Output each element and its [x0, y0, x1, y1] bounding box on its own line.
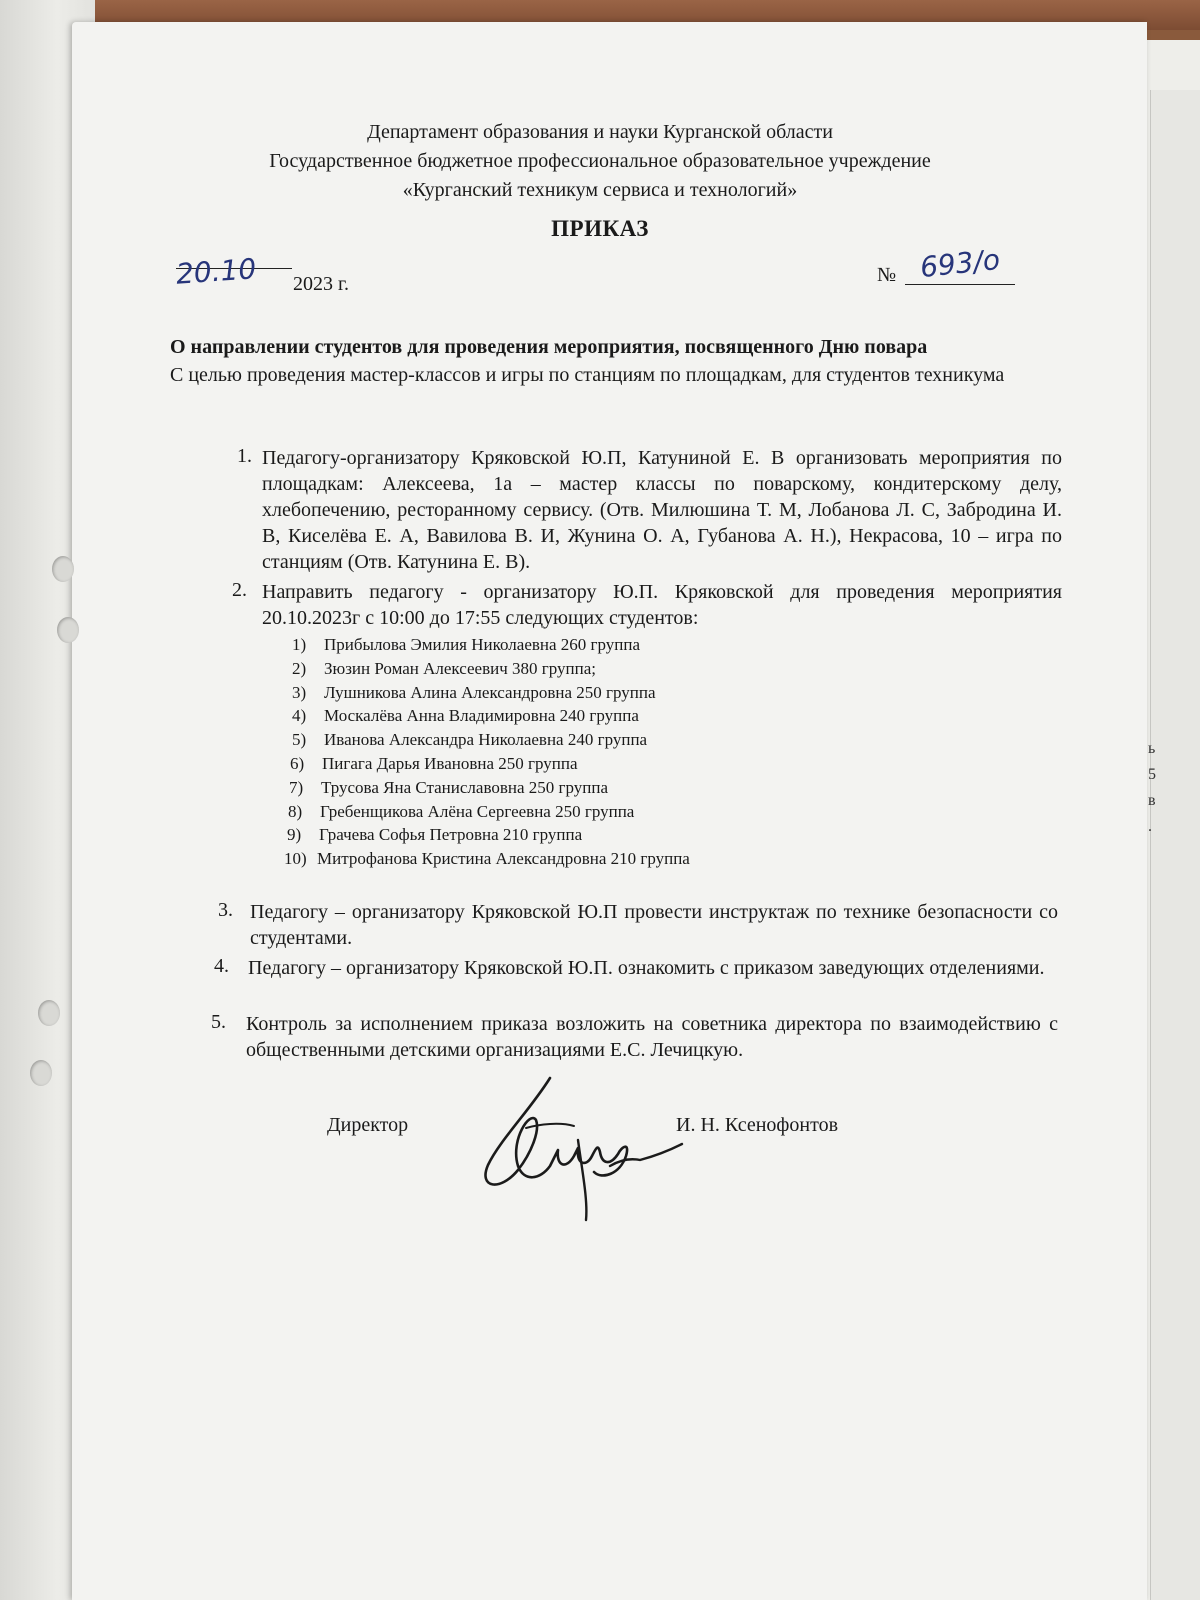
punch-hole [38, 1000, 60, 1026]
item-number: 5. [211, 1011, 226, 1033]
students-list [284, 633, 690, 871]
list-item: 5) Иванова Александра Николаевна 240 группа [292, 730, 648, 750]
signer-name: И. Н. Ксенофонтов [676, 1114, 839, 1136]
item-number: 3. [218, 899, 233, 921]
edge-fragment: в [1148, 792, 1156, 809]
order-item-5: Контроль за исполнением приказа возложить на советника директора по взаимодействию с общественными детскими организациями Е.С. Лечицкую. [246, 1013, 1058, 1061]
list-item: 8) Гребенщикова Алёна Сергеевна 250 группа [288, 801, 635, 821]
handwritten-date: 20.10 [174, 252, 258, 291]
order-item-3: Педагогу – организатору Кряковской Ю.П провести инструктаж по технике безопасности со студентами. [250, 901, 1058, 949]
list-item: 10) Митрофанова Кристина Александровна 210 группа [284, 849, 690, 869]
document-title: ПРИКАЗ [551, 216, 649, 241]
order-item-1: Педагогу-организатору Кряковской Ю.П, Катуниной Е. В организовать мероприятия по площадкам: Алексеева, 1а – мастер классы по поварскому, кондитерскому делу, хлебопечению, ресторанному сервису. (Отв. Милюшина Т. М, Лобанова Л. С, Забродина И. В, Киселёва Е. А, Вавилова В. И, Жунина О. А, Губанова А. Н.), Некрасова, 10 – игра по станциям (Отв. Катунина Е. В). [262, 447, 1062, 573]
order-item-2: Направить педагогу - организатору Ю.П. Кряковской для проведения мероприятия 20.10.2023г с 10:00 до 17:55 следующих студентов: [262, 581, 1062, 629]
institution-type: Государственное бюджетное профессиональное образовательное учреждение [269, 150, 931, 172]
order-intro: С целью проведения мастер-классов и игры по станциям по площадкам, для студентов техникума [170, 364, 1005, 386]
edge-fragment: 5 [1148, 766, 1156, 783]
item-number: 1. [237, 445, 252, 467]
number-label: № [877, 264, 897, 286]
handwritten-signature [470, 1070, 700, 1230]
punch-hole [52, 556, 74, 582]
list-item: 3) Лушникова Алина Александровна 250 группа [292, 682, 656, 702]
item-number: 4. [214, 955, 229, 977]
handwritten-number: 693/о [918, 242, 1002, 285]
underlying-sheet-2 [1150, 90, 1200, 1600]
signer-position: Директор [327, 1114, 409, 1136]
order-item-4: Педагогу – организатору Кряковской Ю.П. ознакомить с приказом заведующих отделениями. [248, 957, 1045, 979]
year-label: 2023 г. [293, 273, 349, 295]
list-item: 2) Зюзин Роман Алексеевич 380 группа; [292, 658, 596, 678]
edge-fragment: ь [1148, 740, 1156, 757]
list-item: 7) Трусова Яна Станиславовна 250 группа [289, 777, 609, 797]
adjacent-page-fragments [1148, 736, 1156, 840]
list-item: 9) Грачева Софья Петровна 210 группа [287, 825, 583, 845]
institution-name: «Курганский техникум сервиса и технологий» [402, 179, 798, 201]
number-underline [905, 284, 1015, 285]
list-item: 6) Пигага Дарья Ивановна 250 группа [290, 753, 578, 773]
punch-hole [30, 1060, 52, 1086]
punch-hole [57, 617, 79, 643]
list-item: 1) Прибылова Эмилия Николаевна 260 группа [292, 635, 641, 654]
department-name: Департамент образования и науки Курганской области [367, 121, 833, 143]
item-number: 2. [232, 579, 247, 601]
list-item: 4) Москалёва Анна Владимировна 240 группа [292, 706, 639, 726]
order-subject: О направлении студентов для проведения мероприятия, посвященного Дню повара [170, 336, 928, 358]
edge-fragment: . [1148, 818, 1152, 835]
